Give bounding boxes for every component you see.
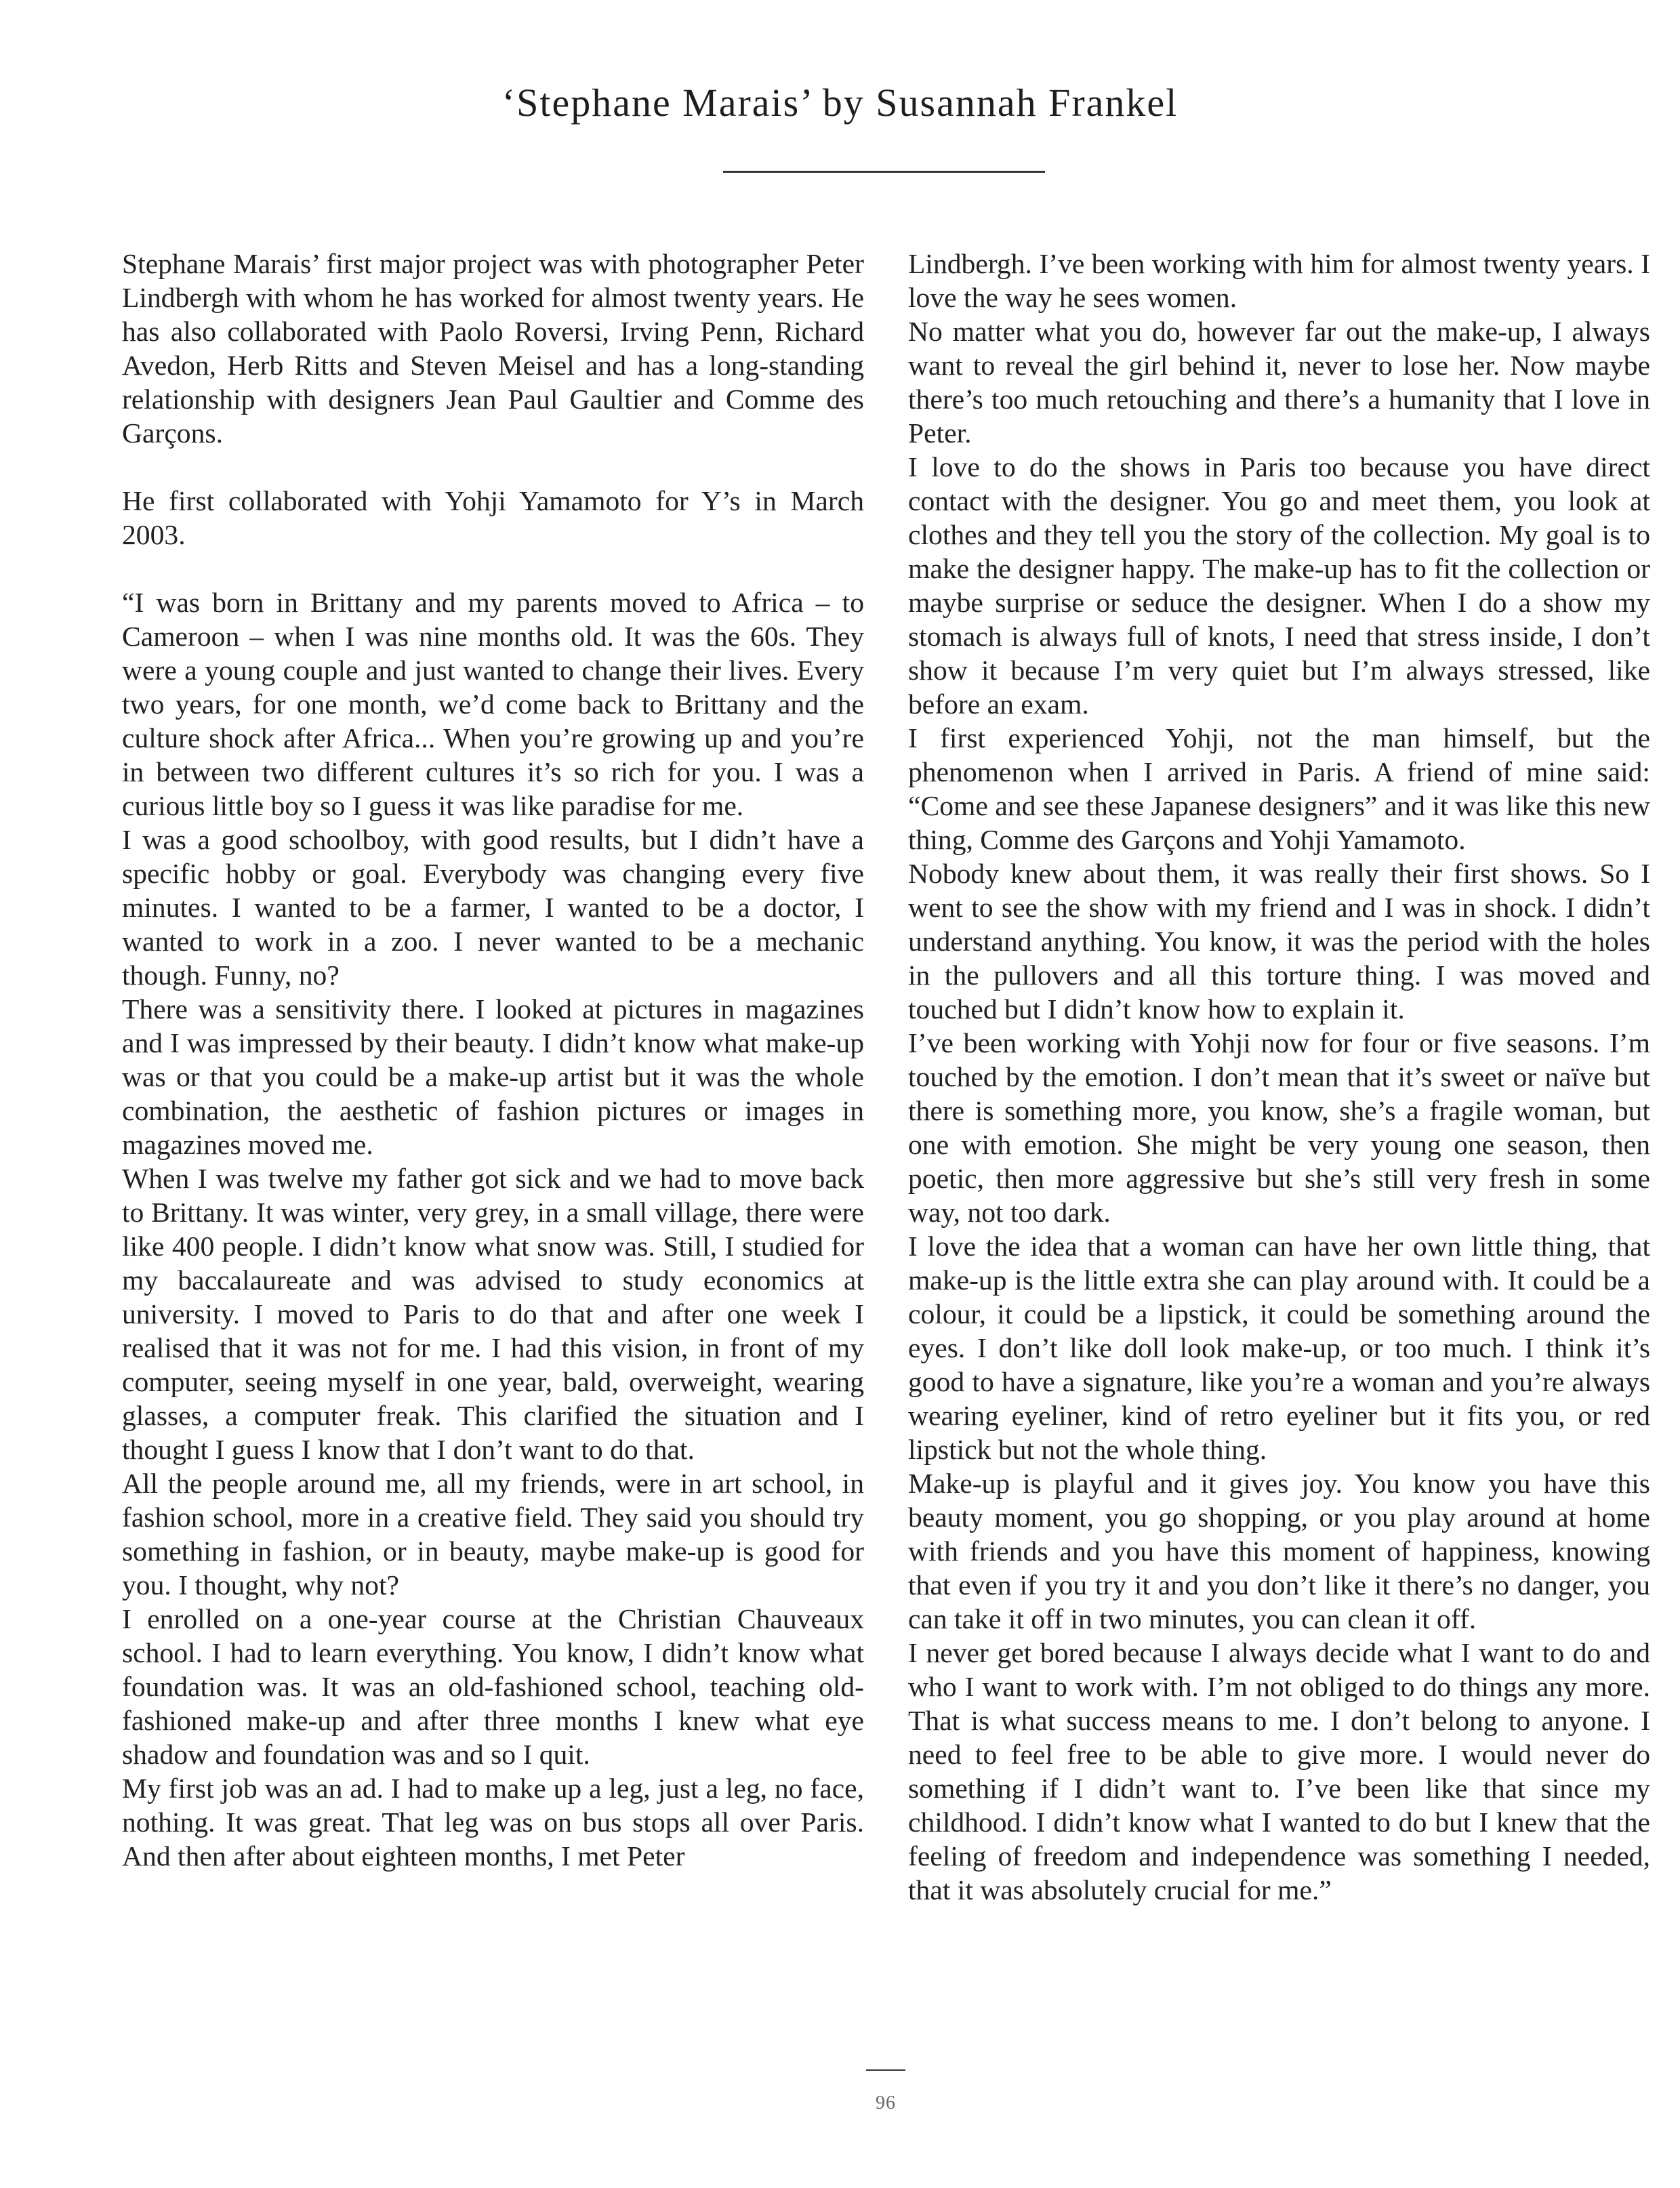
body-paragraph: Make-up is playful and it gives joy. You know you have this beauty moment, you go shopping, or you play around at home with friends and you have this moment of happiness, knowing that even if you try it and you don’t like it there’s no danger, you can take it off in two minutes, you can clean it off. [908,1468,1650,1634]
body-paragraph: When I was twelve my father got sick and we had to move back to Brittany. It was winter, very grey, in a small village, there were like 400 people. I didn’t know what snow was. Still, I studied for my baccalaureate and was advised to study economics at university. I moved to Paris to do that and after one week I realised that it was not for me. I had this vision, in front of my computer, seeing myself in one year, bald, overweight, wearing glasses, a computer freak. This clarified the situation and I thought I guess I know that I don’t want to do that. [122,1163,864,1465]
body-paragraph: I love the idea that a woman can have her own little thing, that make-up is the little extra she can play around with. It could be a colour, it could be a lipstick, it could be something around the eyes. I don’t like doll look make-up, or too much. I think it’s good to have a signature, like you’re a woman and you’re always wearing eyeliner, kind of retro eyeliner but it fits you, or red lipstick but not the whole thing. [908,1231,1650,1465]
body-paragraph: There was a sensitivity there. I looked at pictures in magazines and I was impressed by their beauty. I didn’t know what make-up was or that you could be a make-up artist but it was the whole combination, the aesthetic of fashion pictures or images in magazines moved me. [122,993,864,1160]
body-paragraph: I love to do the shows in Paris too because you have direct contact with the designer. You go and meet them, you look at clothes and they tell you the story of the collection. My goal is to make the designer happy. The make-up has to fit the collection or maybe surprise or seduce the designer. When I do a show my stomach is always full of knots, I need that stress inside, I don’t show it because I’m very quiet but I’m always stressed, like before an exam. [908,451,1650,720]
body-paragraph: I enrolled on a one-year course at the Christian Chauveaux school. I had to learn everything. You know, I didn’t know what foundation was. It was an old-fashioned school, teaching old-fashioned make-up and after three months I knew what eye shadow and foundation was and so I quit. [122,1603,864,1770]
body-paragraph: Nobody knew about them, it was really their first shows. So I went to see the show with my friend and I was in shock. I didn’t understand anything. You know, it was the period with the holes in the pullovers and all this torture thing. I was moved and touched but I didn’t know how to explain it. [908,858,1650,1025]
title-divider [723,171,1045,173]
body-paragraph: My first job was an ad. I had to make up a leg, just a leg, no face, nothing. It was great. That leg was on bus stops all over Paris. And then after about eighteen months, I met Peter [122,1773,864,1872]
footer-divider [866,2069,905,2071]
page-title: ‘Stephane Marais’ by Susannah Frankel [501,81,1179,125]
right-column [908,247,1650,1907]
page-number: 96 [876,2092,896,2113]
body-paragraph: Lindbergh. I’ve been working with him for almost twenty years. I love the way he sees women. [908,248,1650,313]
body-paragraph: No matter what you do, however far out the make-up, I always want to reveal the girl behind it, never to lose her. Now maybe there’s too much retouching and there’s a humanity that I love in Peter. [908,316,1650,449]
body-paragraph: I was a good schoolboy, with good results, but I didn’t have a specific hobby or goal. Everybody was changing every five minutes. I wanted to be a farmer, I wanted to be a doctor, I wanted to work in a zoo. I never wanted to be a mechanic though. Funny, no? [122,824,864,991]
left-column [122,247,864,1873]
body-paragraph: All the people around me, all my friends, were in art school, in fashion school, more in a creative field. They said you should try something in fashion, or in beauty, maybe make-up is good for you. I thought, why not? [122,1468,864,1601]
body-paragraph: I’ve been working with Yohji now for four or five seasons. I’m touched by the emotion. I don’t mean that it’s sweet or naïve but there is something more, you know, she’s a fragile woman, but one with emotion. She might be very young one season, then poetic, then more aggressive but she’s still very fresh in some way, not too dark. [908,1027,1650,1228]
body-paragraph: I never get bored because I always decide what I want to do and who I want to work with. I’m not obliged to do things any more. That is what success means to me. I don’t belong to anyone. I need to feel free to be able to give more. I would never do something if I didn’t want to. I’ve been like that since my childhood. I didn’t know what I wanted to do but I knew that the feeling of freedom and independence was something I needed, that it was absolutely crucial for me.” [908,1637,1650,1905]
intro-paragraph: Stephane Marais’ first major project was with photographer Peter Lindbergh with whom he has worked for almost twenty years. He has also collaborated with Paolo Roversi, Irving Penn, Richard Avedon, Herb Ritts and Steven Meisel and has a long-standing relationship with designers Jean Paul Gaultier and Comme des Garçons. [122,248,864,449]
body-paragraph: I first experienced Yohji, not the man himself, but the phenomenon when I arrived in Paris. A friend of mine said: “Come and see these Japanese designers” and it was like this new thing, Comme des Garçons and Yohji Yamamoto. [908,722,1650,855]
intro-paragraph: He first collaborated with Yohji Yamamoto for Y’s in March 2003. [122,485,864,550]
body-paragraph: “I was born in Brittany and my parents moved to Africa – to Cameroon – when I was nine months old. It was the 60s. They were a young couple and just wanted to change their lives. Every two years, for one month, we’d come back to Brittany and the culture shock after Africa... When you’re growing up and you’re in between two different cultures it’s so rich for you. I was a curious little boy so I guess it was like paradise for me. [122,587,864,821]
